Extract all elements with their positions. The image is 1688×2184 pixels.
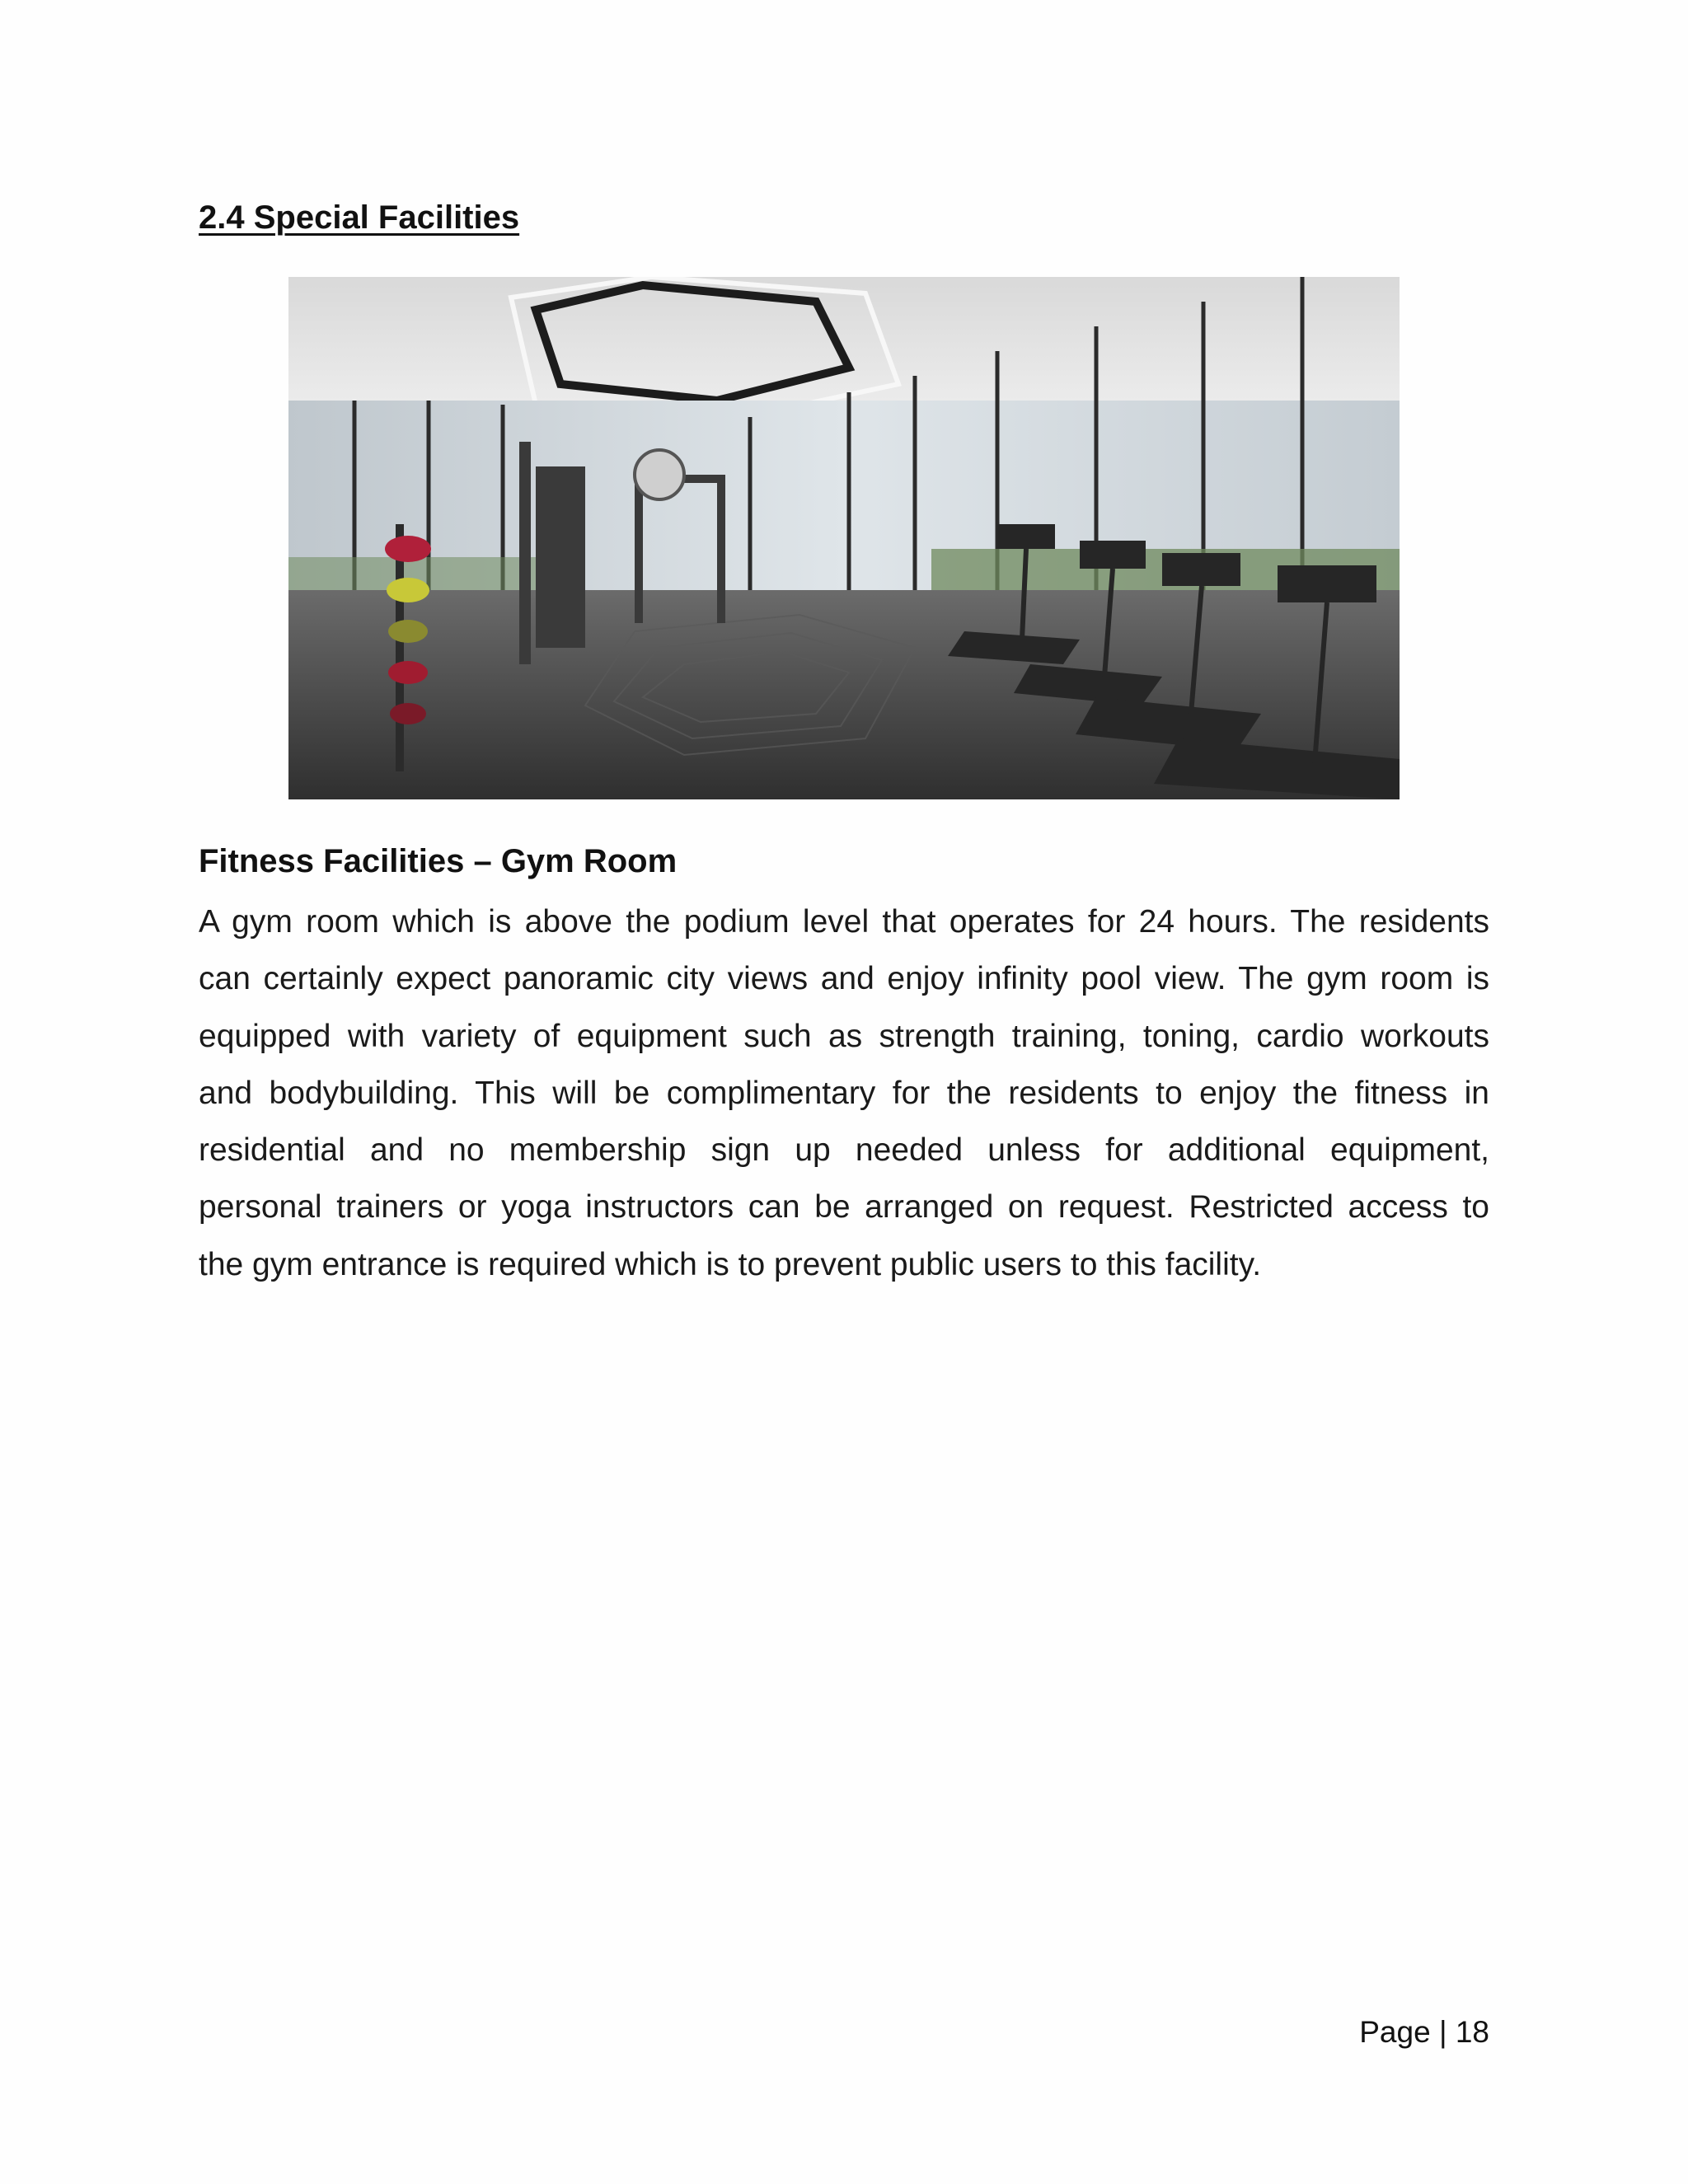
fitness-heading: Fitness Facilities – Gym Room: [199, 843, 678, 879]
description-line: and bodybuilding. This will be complimentary for the residents to enjoy the fitness in: [199, 1075, 1489, 1111]
page-number: Page | 18: [1359, 2015, 1489, 2049]
description-line: A gym room which is above the podium level that operates for 24 hours. The residents: [199, 904, 1489, 940]
description-line: personal trainers or yoga instructors can be arranged on request. Restricted access to: [199, 1189, 1489, 1226]
description-line: the gym entrance is required which is to prevent public users to this facility.: [199, 1246, 1262, 1282]
description-line: equipped with variety of equipment such as strength training, toning, cardio workouts: [199, 1018, 1489, 1054]
section-heading: 2.4 Special Facilities: [199, 199, 520, 236]
description-line: residential and no membership sign up needed unless for additional equipment,: [199, 1132, 1489, 1169]
description-line: can certainly expect panoramic city views and enjoy infinity pool view. The gym room is: [199, 961, 1489, 997]
fitness-description: [199, 893, 1489, 1293]
gym-room-photo: [288, 277, 1400, 799]
